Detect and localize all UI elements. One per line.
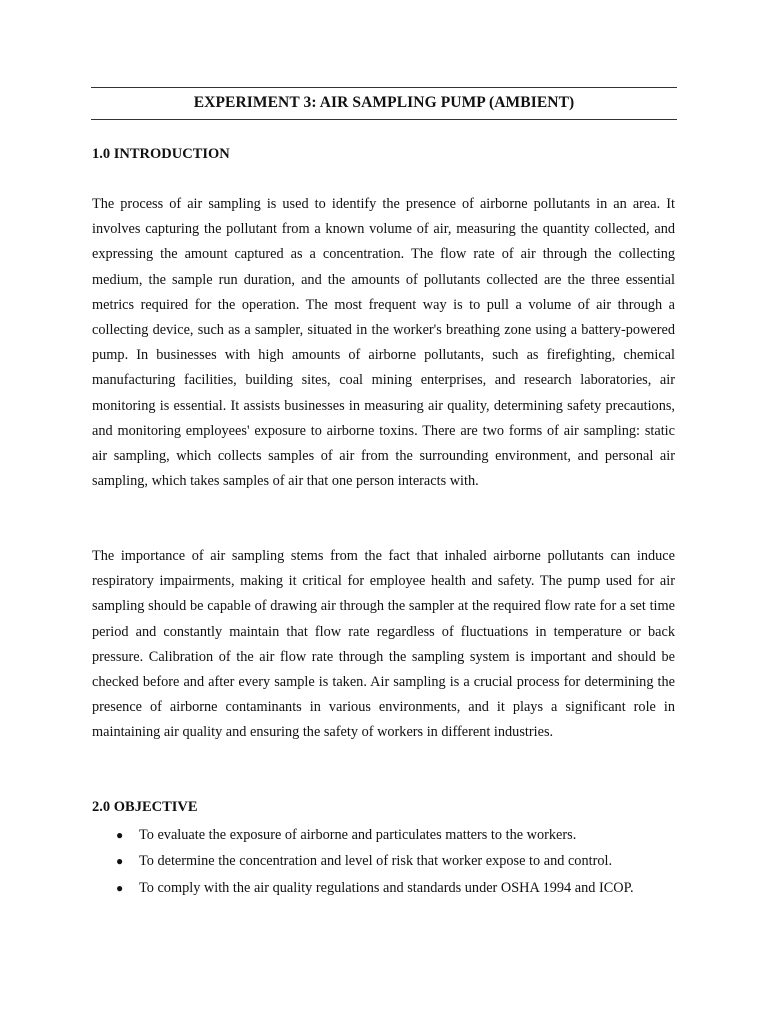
objective-item-text: To evaluate the exposure of airborne and particulates matters to the workers. <box>139 827 577 843</box>
list-item <box>92 875 692 901</box>
bullet-icon: ● <box>116 854 124 869</box>
title-block <box>91 87 677 120</box>
objective-item-text: To determine the concentration and level of risk that worker expose to and control. <box>139 853 613 870</box>
introduction-paragraph-1: The process of air sampling is used to identify the presence of airborne pollutants in an area. It involves capturing the pollutant from a known volume of air, measuring the quantity collected, and expressing the amount captured as a concentration. The flow rate of air through the collecting medium, the sample run duration, and the amounts of pollutants collected are the three essential metrics required for the operation. The most frequent way is to pull a volume of air through a collecting device, such as a sampler, situated in the worker's breathing zone using a battery-powered pump. In businesses with high amounts of airborne pollutants, such as firefighting, chemical manufacturing facilities, building sites, coal mining enterprises, and research laboratories, air monitoring is essential. It assists businesses in measuring air quality, determining safety precautions, and monitoring employees' exposure to airborne toxins. There are two forms of air sampling: static air sampling, which collects samples of air from the surrounding environment, and personal air sampling, which takes samples of air that one person interacts with. <box>92 196 675 490</box>
objective-heading: 2.0 OBJECTIVE <box>92 799 198 815</box>
objective-list <box>92 822 692 901</box>
list-item <box>92 848 692 874</box>
bullet-icon: ● <box>116 828 124 842</box>
document-title: EXPERIMENT 3: AIR SAMPLING PUMP (AMBIENT) <box>193 94 575 111</box>
list-item <box>92 822 692 848</box>
introduction-heading: 1.0 INTRODUCTION <box>92 146 230 162</box>
bullet-icon: ● <box>116 880 124 895</box>
objective-item-text: To comply with the air quality regulations and standards under OSHA 1994 and ICOP. <box>139 879 634 896</box>
introduction-paragraph-2: The importance of air sampling stems from the fact that inhaled airborne pollutants can induce respiratory impairments, making it critical for employee health and safety. The pump used for air sampling should be capable of drawing air through the sampler at the required flow rate for a set time period and constantly maintain that flow rate regardless of fluctuations in temperature or back pressure. Calibration of the air flow rate through the sampling system is important and should be checked before and after every sample is taken. Air sampling is a crucial process for determining the presence of airborne contaminants in various environments, and it plays a significant role in maintaining air quality and ensuring the safety of workers in different industries. <box>92 548 675 741</box>
